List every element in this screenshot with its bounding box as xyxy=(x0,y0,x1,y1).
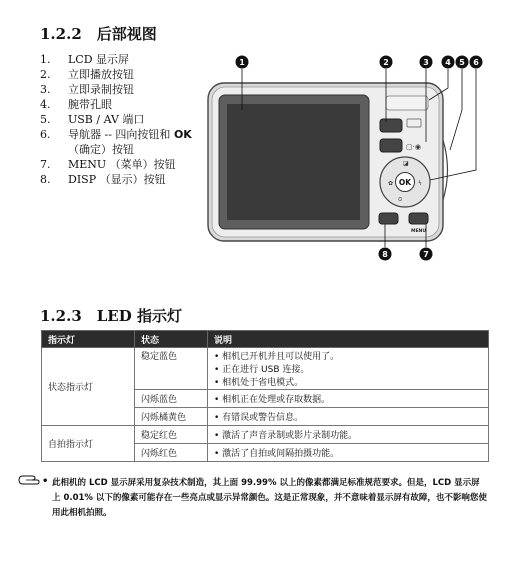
header-indicator: 指示灯 xyxy=(42,331,135,348)
description-item: • 相机处于省电模式。 xyxy=(214,375,482,388)
status-cell: 闪烁蓝色 xyxy=(135,390,208,408)
note-icon xyxy=(18,473,40,487)
table-row xyxy=(42,348,489,390)
menu-label: MENU xyxy=(411,229,426,234)
table-row xyxy=(42,426,489,444)
list-item: 立即播放按钮 xyxy=(68,68,134,81)
status-cell: 稳定红色 xyxy=(135,426,208,444)
lcd-screen xyxy=(227,104,360,220)
indicator-cell: 状态指示灯 xyxy=(42,348,135,426)
list-item-continuation: （确定）按钮 xyxy=(68,143,134,156)
list-number: 7. xyxy=(40,158,51,171)
list-item: 立即录制按钮 xyxy=(68,83,134,96)
list-number: 5. xyxy=(40,113,51,126)
note-bullet: • xyxy=(42,476,49,487)
record-button xyxy=(380,139,402,152)
description-cell xyxy=(208,390,489,408)
svg-text:✿: ✿ xyxy=(388,180,394,187)
callout-7-label: 7 xyxy=(423,250,429,259)
table-header-row xyxy=(42,331,489,348)
callout-2-label: 2 xyxy=(383,58,389,67)
callout-6-label: 6 xyxy=(473,58,479,67)
section-title-rear-view: 1.2.2 后部视图 xyxy=(40,25,157,43)
list-number: 8. xyxy=(40,173,51,186)
description-cell xyxy=(208,426,489,444)
svg-text:ϟ: ϟ xyxy=(418,180,422,187)
list-item: 腕带孔眼 xyxy=(68,98,112,111)
description-cell xyxy=(208,444,489,462)
list-item: LCD 显示屏 xyxy=(68,53,130,66)
section-title-led: 1.2.3 LED 指示灯 xyxy=(40,307,182,325)
callout-5-label: 5 xyxy=(459,58,465,67)
list-number: 1. xyxy=(40,53,51,66)
led-table xyxy=(41,330,489,462)
menu-button xyxy=(409,213,428,224)
description-item: • 相机正在处理或存取数据。 xyxy=(214,392,482,405)
status-cell: 稳定蓝色 xyxy=(135,348,208,390)
ok-bold: OK xyxy=(173,128,192,141)
list-number: 6. xyxy=(40,128,51,141)
status-cell: 闪烁橘黄色 xyxy=(135,408,208,426)
description-item: • 相机已开机并且可以使用了。 xyxy=(214,349,482,362)
list-number: 2. xyxy=(40,68,51,81)
list-item: MENU （菜单）按钮 xyxy=(68,158,176,171)
description-item: • 正在进行 USB 连接。 xyxy=(214,362,482,375)
list-number: 3. xyxy=(40,83,51,96)
list-number: 4. xyxy=(40,98,51,111)
svg-text:◪: ◪ xyxy=(403,160,409,167)
list-item xyxy=(68,127,192,142)
description-item: • 激活了声音录制或影片录制功能。 xyxy=(214,428,482,441)
description-cell xyxy=(208,408,489,426)
play-button xyxy=(380,119,402,132)
svg-text:▢·◉: ▢·◉ xyxy=(406,143,421,151)
callout-3-label: 3 xyxy=(423,58,429,67)
header-status: 状态 xyxy=(135,331,208,348)
list-item: DISP （显示）按钮 xyxy=(68,173,166,186)
list-item-text: 导航器 -- 四向按钮和 xyxy=(68,128,174,141)
ok-label: OK xyxy=(398,178,412,187)
list-item: USB / AV 端口 xyxy=(68,113,145,126)
port-cover xyxy=(386,96,428,110)
callout-1-label: 1 xyxy=(239,58,245,67)
callout-4-label: 4 xyxy=(445,58,451,67)
indicator-cell: 自拍指示灯 xyxy=(42,426,135,462)
description-item: • 激活了自拍或间隔拍摄功能。 xyxy=(214,446,482,459)
note-text: 此相机的 LCD 显示屏采用复杂技术制造，其上面 99.99% 以上的像素都满足标准规范要求。但是，LCD 显示屏上 0.01% 以下的像素可能存在一些亮点或显示异常颜色。这是正常现象，并不意味着显示屏有故障，也不影响您使用此相机拍照。 xyxy=(52,478,487,518)
callout-8-label: 8 xyxy=(382,250,388,259)
header-description: 说明 xyxy=(208,331,489,348)
status-cell: 闪烁红色 xyxy=(135,444,208,462)
disp-button xyxy=(379,213,398,224)
camera-rear-diagram xyxy=(200,50,495,265)
description-item: • 有错误或警告信息。 xyxy=(214,410,482,423)
svg-text:⏲: ⏲ xyxy=(398,197,403,203)
description-cell xyxy=(208,348,489,390)
parts-list xyxy=(40,52,192,187)
